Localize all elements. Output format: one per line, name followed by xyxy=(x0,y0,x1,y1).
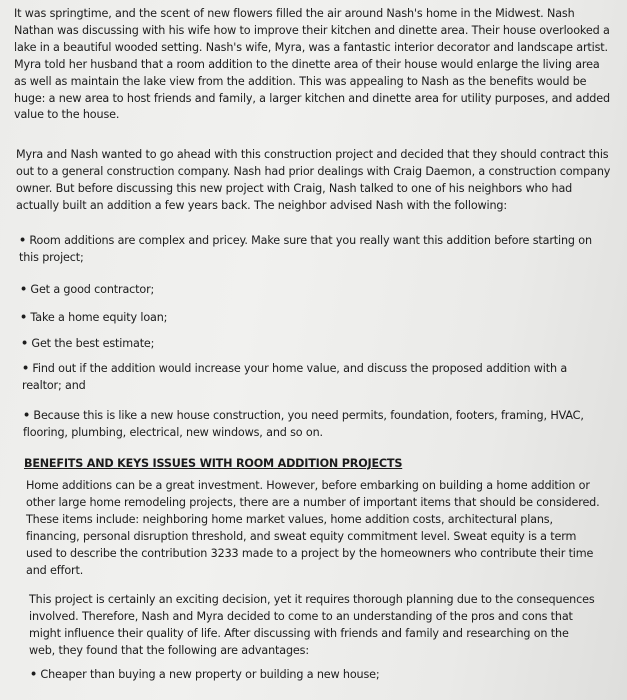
bullet-text: Get the best estimate; xyxy=(31,337,155,350)
bullet-item xyxy=(23,408,599,442)
bullet-item xyxy=(19,233,604,267)
bullet-text: Room additions are complex and pricey. Make sure that you really want this addition before starting on this project; xyxy=(19,234,592,264)
bullet-text: Find out if the addition would increase your home value, and discuss the proposed addition with a realtor; and xyxy=(22,362,568,392)
paragraph-home-additions: Home additions can be a great investment. However, before embarking on building a home addition or other large home remodeling projects, there are a number of important items that should be considered. These items include: neighboring home market values, home addition costs, architectural plans, financing, personal disruption threshold, and sweat equity commitment level. Sweat equity is a term used to describe the contribution 3233 made to a project by the homeowners who contribute their time and effort. xyxy=(26,479,600,577)
bullet-item xyxy=(20,310,605,327)
bullet-dot: • xyxy=(23,409,31,422)
bullet-dot: • xyxy=(30,668,38,681)
bullet-dot: • xyxy=(21,337,29,350)
bullet-dot: • xyxy=(20,311,28,324)
bullet-item xyxy=(30,667,600,684)
paragraph-contract: Myra and Nash wanted to go ahead with this construction project and decided that they should contract this out to a general construction company. Nash had prior dealings with Craig Daemon, a construction company owner. But before discussing this new project with Craig, Nash talked to one of his neighbors who had actually built an addition a few years back. The neighbor advised Nash with the following: xyxy=(16,148,611,212)
bullet-text: Take a home equity loan; xyxy=(30,311,168,324)
bullet-dot: • xyxy=(22,362,30,375)
bullet-text: Because this is like a new house construction, you need permits, foundation, footers, framing, HVAC, flooring, plumbing, electrical, new windows, and so on. xyxy=(23,409,584,439)
bullet-text: Get a good contractor; xyxy=(30,283,155,296)
bullet-dot: • xyxy=(19,234,27,247)
bullet-item xyxy=(21,336,606,353)
bullet-text: Cheaper than buying a new property or building a new house; xyxy=(40,668,380,681)
bullet-item xyxy=(20,282,605,299)
bullet-dot: • xyxy=(20,283,28,296)
bullet-item xyxy=(22,361,592,395)
section-heading: BENEFITS AND KEYS ISSUES WITH ROOM ADDITION PROJECTS xyxy=(24,457,403,470)
paragraph-planning: This project is certainly an exciting decision, yet it requires thorough planning due to the consequences involved. Therefore, Nash and Myra decided to come to an understanding of the pros and cons that might influence their quality of life. After discussing with friends and family and researching on the web, they found that the following are advantages: xyxy=(29,593,595,657)
paragraph-intro: It was springtime, and the scent of new flowers filled the air around Nash's home in the Midwest. Nash Nathan was discussing with his wife how to improve their kitchen and dinette area. Their house overlooked a lake in a beautiful wooded setting. Nash's wife, Myra, was a fantastic interior decorator and landscape artist. Myra told her husband that a room addition to the dinette area of their house would enlarge the living area as well as maintain the lake view from the addition. This was appealing to Nash as the benefits would be huge: a new area to host friends and family, a larger kitchen and dinette area for utility purposes, and added value to the house. xyxy=(14,7,610,122)
